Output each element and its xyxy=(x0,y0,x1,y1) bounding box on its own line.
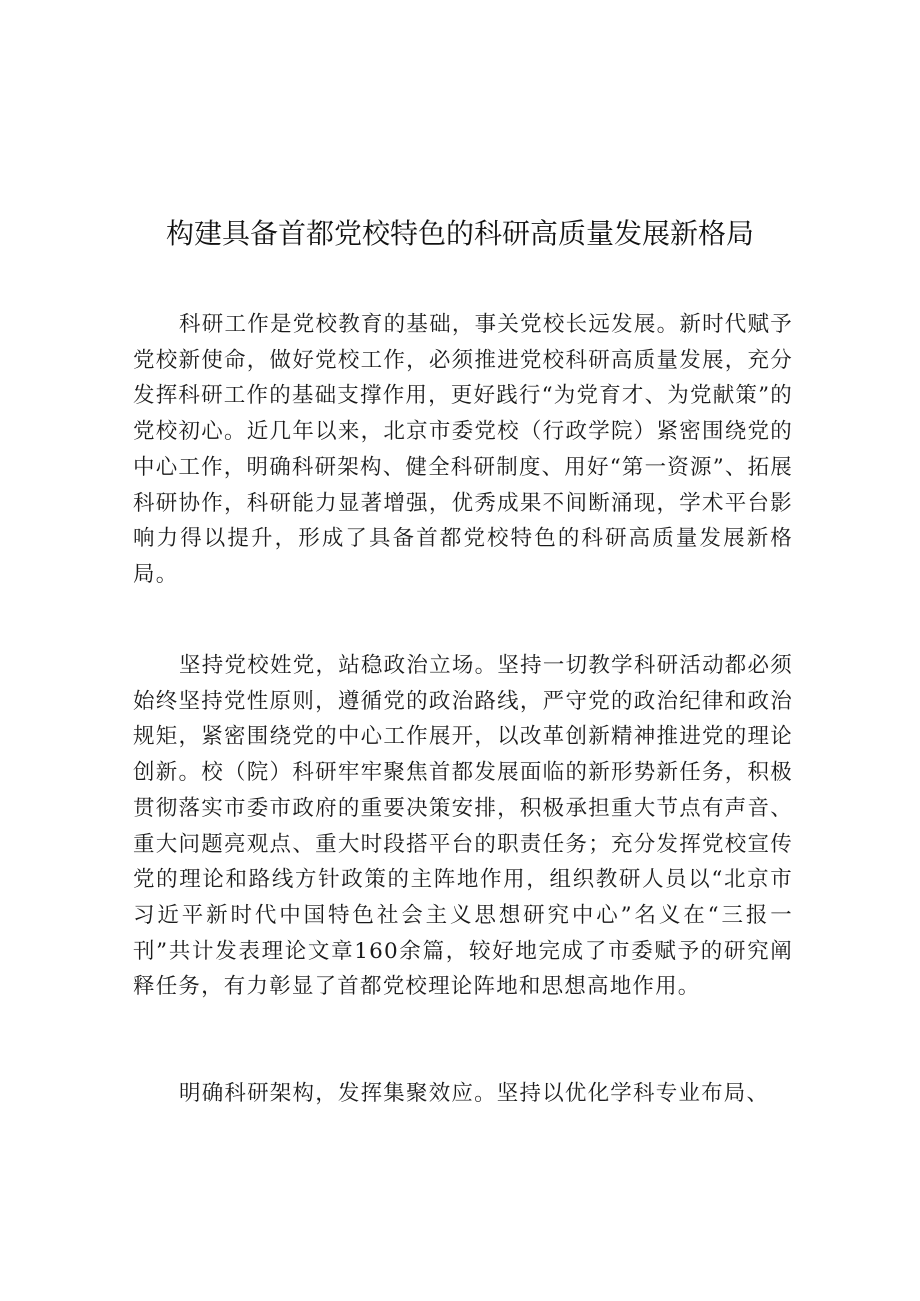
paragraph-3: 明确科研架构，发挥集聚效应。坚持以优化学科专业布局、 xyxy=(179,1081,770,1106)
paragraph-1: 科研工作是党校教育的基础，事关党校长远发展。新时代赋予党校新使命，做好党校工作，必须推进党校科研高质量发展，充分发挥科研工作的基础支撑作用，更好践行“为党育才、为党献策”的党校初心。近几年以来，北京市委党校（行政学院）紧密围绕党的中心工作，明确科研架构、健全科研制度、用好“第一资源”、拓展科研协作，科研能力显著增强，优秀成果不间断涌现，学术平台影响力得以提升，形成了具备首都党校特色的科研高质量发展新格局。 xyxy=(133,312,793,587)
document-title: 构建具备首都党校特色的科研高质量发展新格局 xyxy=(165,217,754,250)
paragraph-2: 坚持党校姓党，站稳政治立场。坚持一切教学科研活动都必须始终坚持党性原则，遵循党的政治路线，严守党的政治纪律和政治规矩，紧密围绕党的中心工作展开，以改革创新精神推进党的理论创新。校（院）科研牢牢聚焦首都发展面临的新形势新任务，积极贯彻落实市委市政府的重要决策安排，积极承担重大节点有声音、重大问题亮观点、重大时段搭平台的职责任务；充分发挥党校宣传党的理论和路线方针政策的主阵地作用，组织教研人员以“北京市习近平新时代中国特色社会主义思想研究中心”名义在“三报一刊”共计发表理论文章160余篇，较好地完成了市委赋予的研究阐释任务，有力彰显了首都党校理论阵地和思想高地作用。 xyxy=(133,653,793,1000)
